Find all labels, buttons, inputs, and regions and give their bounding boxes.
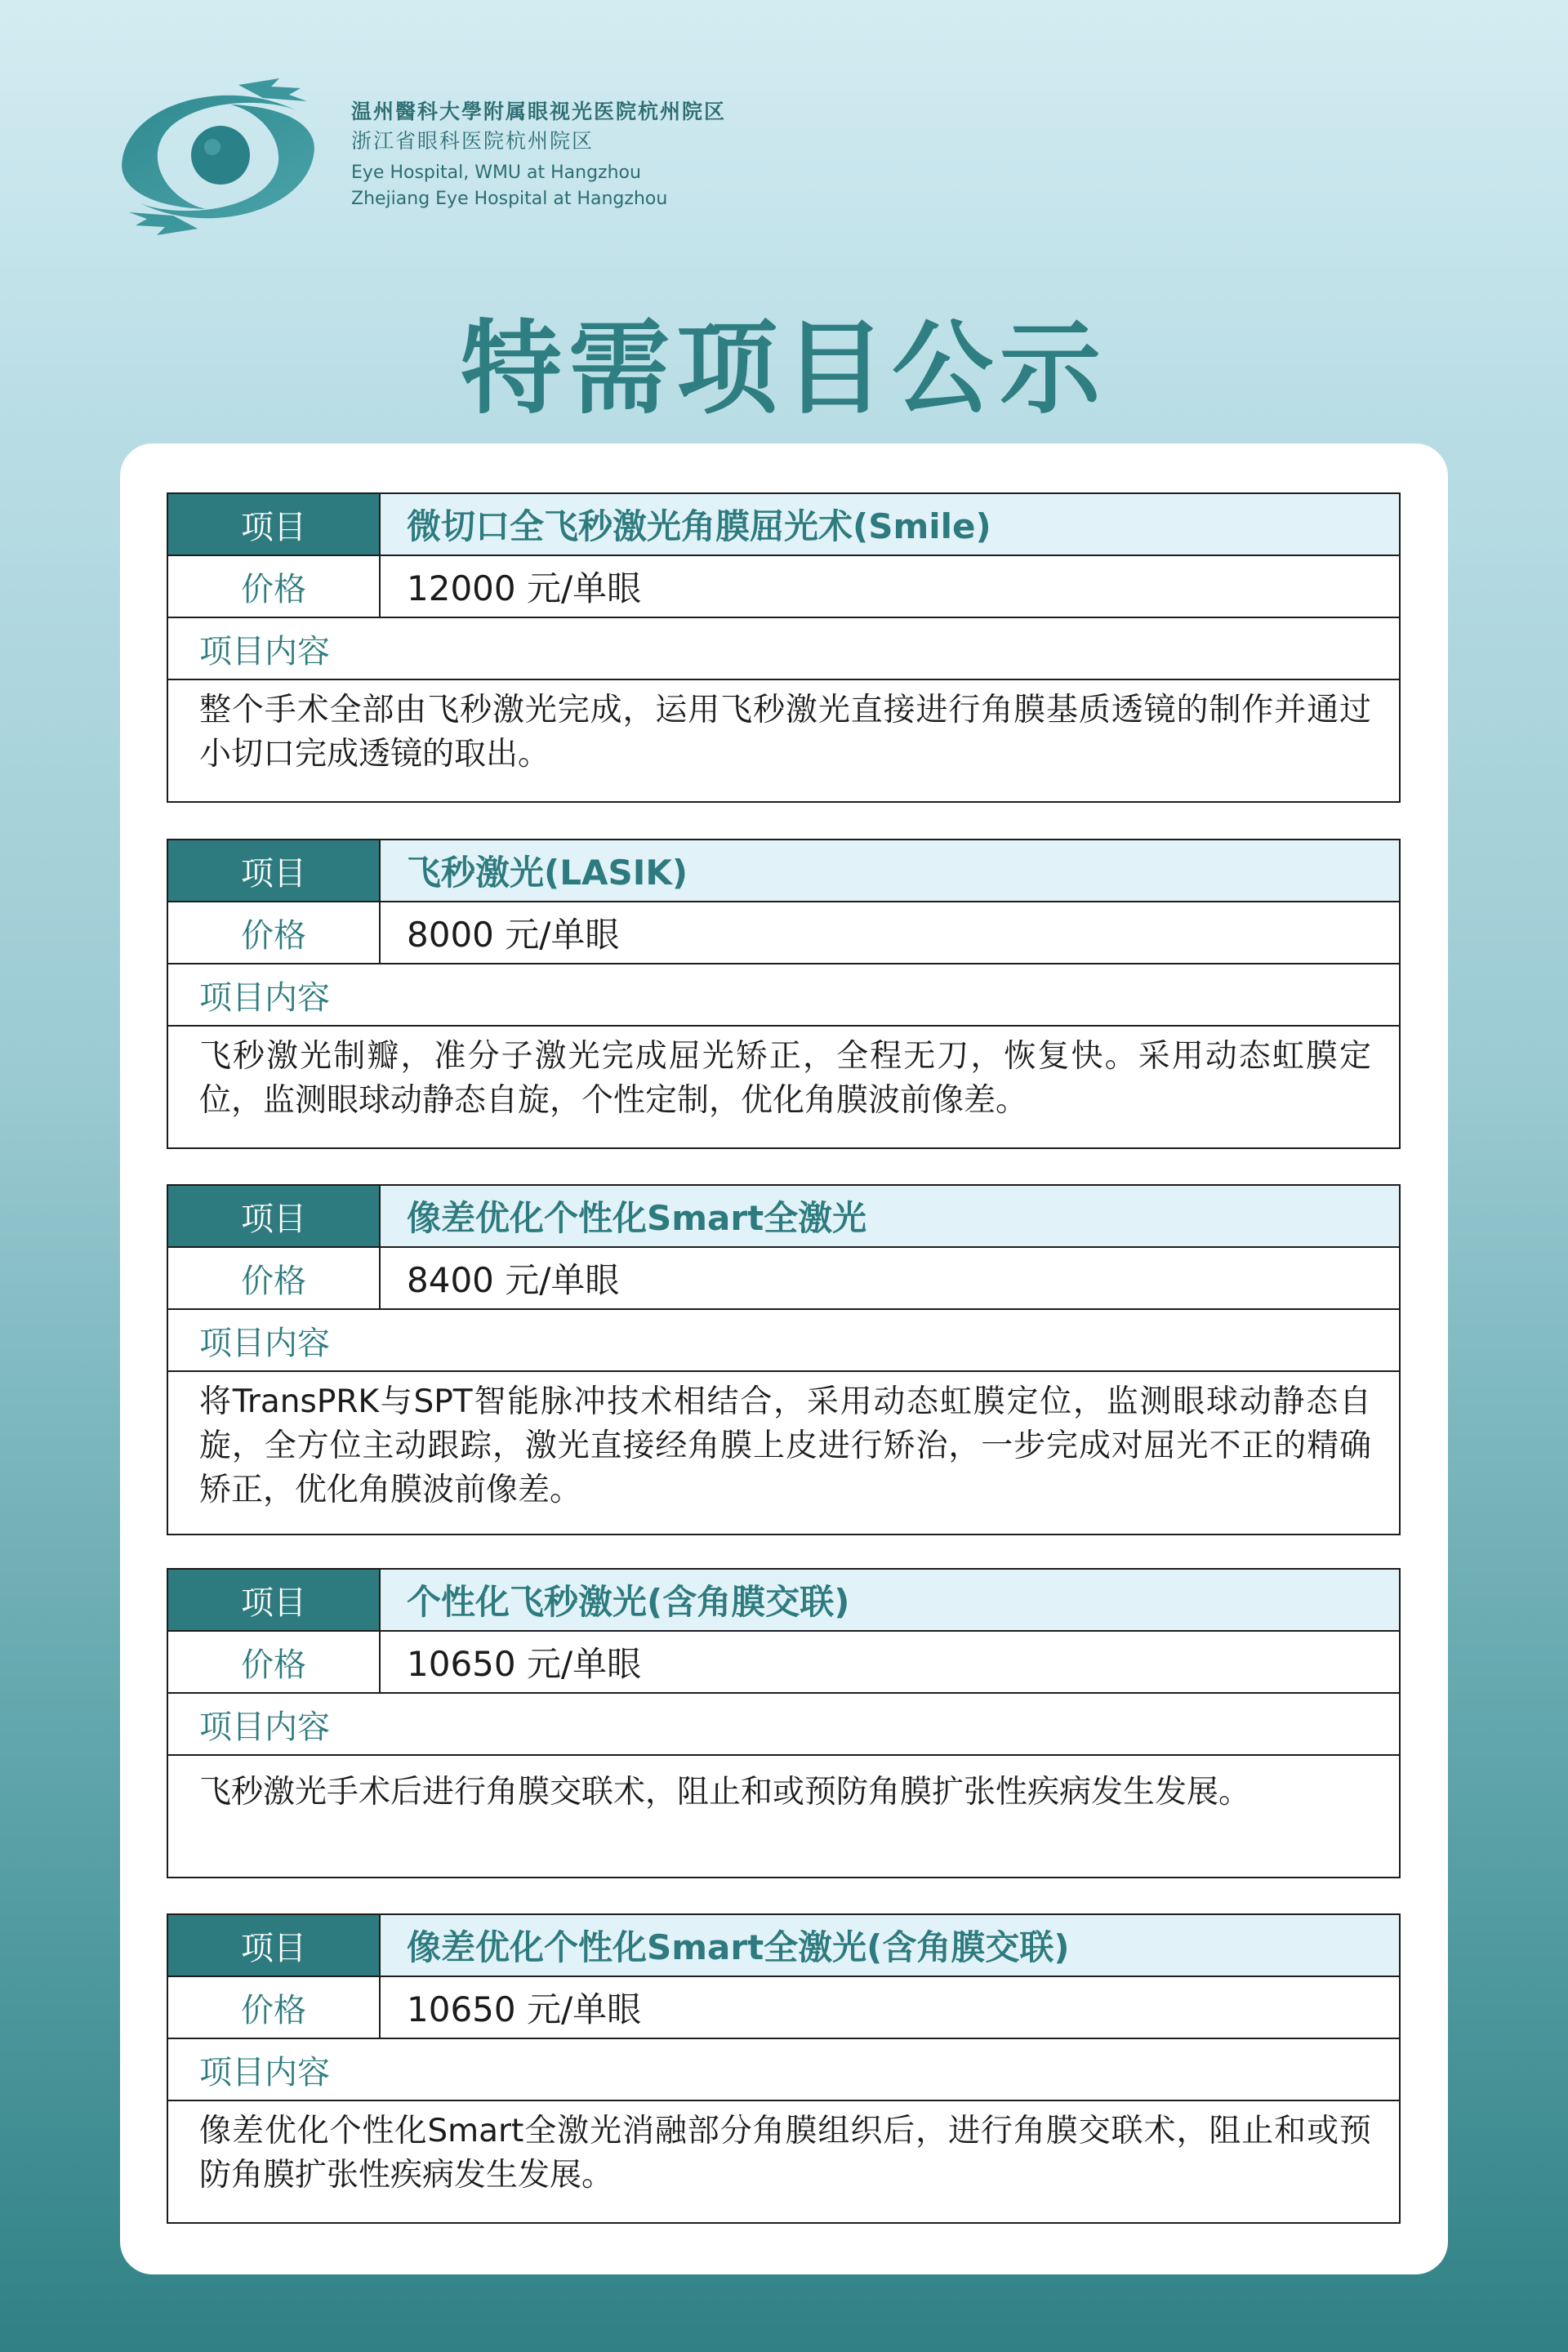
project-table-3: [167, 1184, 1401, 1535]
price-label: 价格: [168, 1632, 381, 1692]
project-name: 像差优化个性化Smart全激光: [381, 1186, 1399, 1246]
project-description: 像差优化个性化Smart全激光消融部分角膜组织后，进行角膜交联术，阻止和或预防角膜扩张性疾病发生发展。: [199, 2113, 1371, 2194]
hospital-names: [351, 101, 726, 212]
content-label: 项目内容: [168, 2039, 1399, 2101]
project-table-2: [167, 839, 1401, 1149]
content-label: 项目内容: [168, 618, 1399, 680]
content-label: 项目内容: [168, 1310, 1399, 1372]
price-label: 价格: [168, 556, 381, 617]
project-table-5: [167, 1913, 1401, 2224]
project-label: 项目: [168, 840, 381, 901]
project-price: 12000 元/单眼: [407, 568, 642, 608]
project-price: 8000 元/单眼: [407, 915, 620, 955]
project-price: 8400 元/单眼: [407, 1260, 620, 1300]
project-table-4: [167, 1568, 1401, 1878]
price-label: 价格: [168, 1248, 381, 1308]
price-label: 价格: [168, 1977, 381, 2038]
hospital-name-en-primary: Eye Hospital, WMU at Hangzhou: [351, 163, 641, 183]
project-price-row: [168, 1977, 1399, 2039]
project-description: 飞秒激光手术后进行角膜交联术，阻止和或预防角膜扩张性疾病发生发展。: [199, 1774, 1251, 1811]
page-title: 特需项目公示: [460, 310, 1107, 428]
project-price-row: [168, 1632, 1399, 1694]
project-name: 微切口全飞秒激光角膜屈光术(Smile): [381, 494, 1399, 555]
project-price-row: [168, 902, 1399, 964]
project-name: 个性化飞秒激光(含角膜交联): [381, 1570, 1399, 1630]
project-price-row: [168, 1248, 1399, 1310]
project-description: 飞秒激光制瓣，准分子激光完成屈光矫正，全程无刀，恢复快。采用动态虹膜定位，监测眼球动静态自旋，个性定制，优化角膜波前像差。: [199, 1038, 1371, 1119]
eye-logo-icon: [108, 69, 328, 245]
hospital-name-cn-secondary: 浙江省眼科医院杭州院区: [351, 129, 595, 153]
project-label: 项目: [168, 1186, 381, 1246]
project-name-row: [168, 1186, 1399, 1248]
project-price: 10650 元/单眼: [407, 1989, 642, 2029]
project-card: [120, 443, 1448, 2274]
content-label: 项目内容: [168, 1694, 1399, 1756]
project-name-row: [168, 494, 1399, 556]
project-description: 整个手术全部由飞秒激光完成，运用飞秒激光直接进行角膜基质透镜的制作并通过小切口完成透镜的取出。: [199, 692, 1371, 773]
project-label: 项目: [168, 1570, 381, 1630]
hospital-name-en-secondary: Zhejiang Eye Hospital at Hangzhou: [351, 189, 668, 209]
project-name: 像差优化个性化Smart全激光(含角膜交联): [381, 1915, 1399, 1976]
price-label: 价格: [168, 902, 381, 963]
project-name-row: [168, 1570, 1399, 1632]
project-name-row: [168, 840, 1399, 902]
hospital-name-cn-primary: 温州醫科大學附属眼视光医院杭州院区: [351, 100, 727, 123]
project-label: 项目: [168, 494, 381, 555]
project-price: 10650 元/单眼: [407, 1644, 642, 1684]
project-name: 飞秒激光(LASIK): [381, 840, 1399, 901]
project-name-row: [168, 1915, 1399, 1977]
project-description: 将TransPRK与SPT智能脉冲技术相结合，采用动态虹膜定位，监测眼球动静态自旋，全方位主动跟踪，激光直接经角膜上皮进行矫治，一步完成对屈光不正的精确矫正，优化角膜波前像差。: [199, 1383, 1371, 1508]
project-label: 项目: [168, 1915, 381, 1976]
content-label: 项目内容: [168, 964, 1399, 1027]
project-table-1: [167, 492, 1401, 803]
project-price-row: [168, 556, 1399, 618]
